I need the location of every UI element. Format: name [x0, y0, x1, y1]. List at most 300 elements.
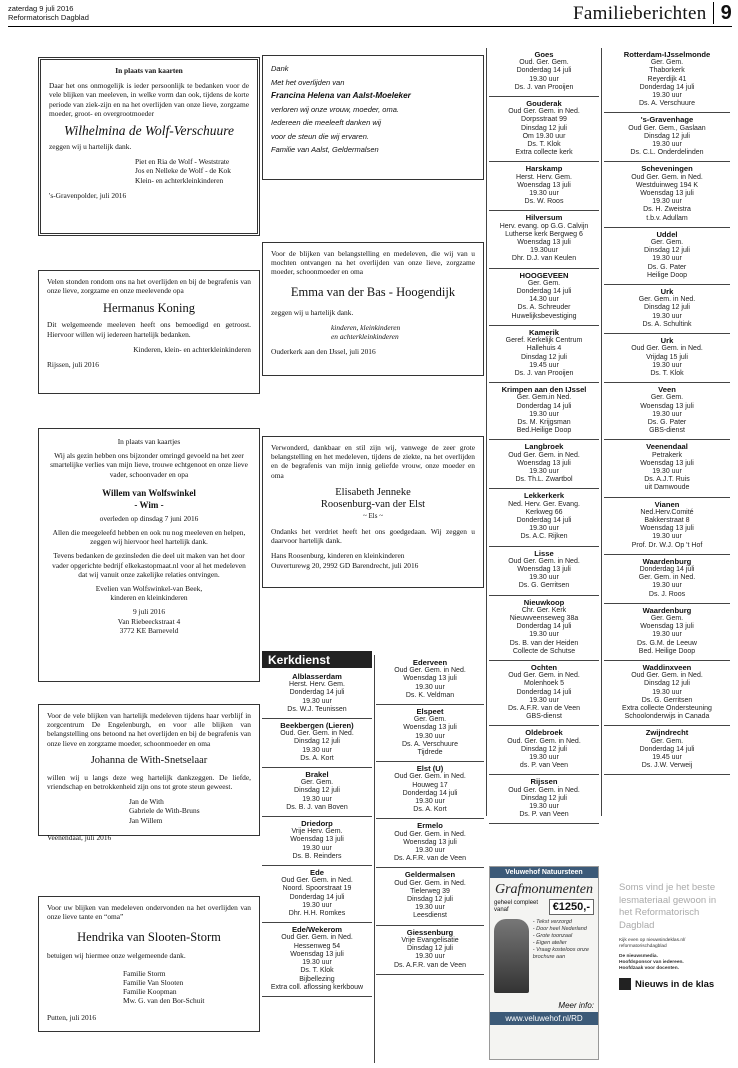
- service-detail: Ds. B. van der Heiden: [509, 639, 579, 647]
- service-detail: Ds. A.J.T. Ruis: [644, 476, 690, 484]
- church-location: Langbroek: [524, 442, 564, 452]
- church-service-entry: [262, 923, 372, 997]
- promo-small: Hoofdsponsor van iedereen.: [619, 960, 684, 965]
- ad-body: Voor de vele blijken van hartelijk medeleven tijdens haar verblijf in zorgcentrum De Engelenburgh, en voor alle blijken van belangstelling ons betoond na het overlijden en bij de begrafenis van onze lieve en zorgzame moeder, schoonmoeder en oma: [47, 711, 251, 748]
- church-location: Urk: [660, 287, 674, 297]
- service-detail: 19.30 uur: [652, 198, 682, 206]
- church-service-entry: [489, 547, 599, 596]
- service-detail: Oud Ger. Gem. in Ned.: [508, 451, 580, 459]
- church-location: Ochten: [530, 663, 558, 672]
- church-service-entry: [489, 661, 599, 726]
- service-detail: Ger. Gem.: [650, 394, 684, 402]
- advert-url[interactable]: www.veluwehof.nl/RD: [490, 1012, 598, 1025]
- ad-body2: Ondanks het verdriet heeft het ons goedgedaan. Wij zeggen u daarvoor hartelijk dank.: [271, 527, 475, 546]
- ad-line: Iedereen die meeleeft danken wij: [271, 118, 382, 127]
- header-date-block: [8, 4, 89, 22]
- paper-name: Reformatorisch Dagblad: [8, 13, 89, 22]
- advert-more: Meer info:: [558, 1001, 594, 1010]
- service-detail: 19.30 uur: [415, 683, 445, 691]
- service-detail: Bed.Heilige Doop: [516, 427, 572, 435]
- service-detail: Ds. G. Pater: [647, 418, 687, 426]
- church-location: Ede/Wekerom: [291, 925, 343, 935]
- nieuws-in-de-klas-promo[interactable]: [619, 882, 731, 1060]
- service-detail: Bakkerstraat 8: [644, 516, 690, 524]
- service-detail: Dinsdag 12 juli: [407, 896, 453, 904]
- service-detail: 19.45 uur: [652, 754, 682, 762]
- service-detail: Oud Ger. Gem. in Ned.: [394, 830, 466, 838]
- service-detail: 19.30 uur: [529, 803, 559, 811]
- service-detail: 19.30 uur: [529, 696, 559, 704]
- church-service-entry: [262, 670, 372, 719]
- service-detail: Ds. A. Schreuder: [517, 304, 571, 312]
- ad-place: Veenendaal, juli 2016: [47, 832, 112, 842]
- church-service-entry: [604, 440, 730, 497]
- ad-place: 's-Gravenpolder, juli 2016: [49, 190, 127, 200]
- header-rule: [8, 26, 732, 27]
- deceased-name: Emma van der Bas - Hoogendijk: [290, 284, 456, 299]
- service-detail: Dinsdag 12 juli: [521, 745, 567, 753]
- church-service-entry: [489, 440, 599, 489]
- service-detail: Oud Ger. Gem. in Ned.: [281, 934, 353, 942]
- ad-storm: [38, 896, 260, 1032]
- service-detail: Donderdag 14 juli: [516, 402, 572, 410]
- service-detail: Ds. W.J. Teunissen: [287, 705, 347, 713]
- church-location: Kamerik: [529, 327, 559, 337]
- service-detail: Ds. K. Veldman: [405, 691, 455, 699]
- service-detail: Ds. J. van Prooijen: [514, 369, 574, 377]
- church-location: Hilversum: [525, 213, 563, 223]
- service-detail: Oud Ger. Gem. in Ned.: [631, 173, 703, 181]
- church-location: Harskamp: [525, 164, 563, 174]
- ad-body: Verwonderd, dankbaar en stil zijn wij, vanwege de zeer grote belangstelling en het medeleven, tijdens de ziekte, na het overlijden en de begrafenis van mijn innig geliefde vrouw, onze moeder en oma: [271, 443, 475, 480]
- service-detail: Kerkweg 66: [525, 508, 563, 516]
- service-detail: Ned. Herv. Ger. Evang.: [508, 500, 580, 508]
- service-detail: Prof. Dr. W.J. Op 't Hof: [631, 541, 703, 549]
- service-detail: Ds. B. J. van Boven: [286, 803, 348, 811]
- service-detail: Chr. Ger. Kerk: [521, 606, 567, 614]
- service-detail: 19.30 uur: [529, 754, 559, 762]
- ad-body: Daar het ons onmogelijk is ieder persoonlijk te bedanken voor de vele blijken van meeleven, in welke vorm dan ook, tijdens de korte periode van ziek-zijn en na het overlijden van onze lieve, zorgzame moeder, groot- en overgrootmoeder: [49, 81, 249, 118]
- ad-body: Velen stonden rondom ons na het overlijden en bij de begrafenis van onze lieve, zorgzame en onze meelevende opa: [47, 277, 251, 296]
- advert-bullets: [529, 919, 598, 993]
- service-detail: Ds. A.C. Rijken: [520, 533, 568, 541]
- service-detail: Donderdag 14 juli: [402, 789, 458, 797]
- service-detail: Bijbellezing: [299, 975, 335, 983]
- ad-aalst: [262, 55, 484, 180]
- ad-body: Voor de blijken van belangstelling en medeleven, die wij van u mochten ontvangen na het overlijden van onze lieve, zorgzame moeder, schoonmoeder en oma: [271, 249, 475, 277]
- service-detail: Dhr. H.H. Romkes: [288, 910, 346, 918]
- church-location: Driedorp: [301, 819, 333, 829]
- service-detail: Donderdag 14 juli: [639, 565, 695, 573]
- service-detail: Dinsdag 12 juli: [644, 304, 690, 312]
- service-detail: Dinsdag 12 juli: [644, 247, 690, 255]
- service-detail: 19.30 uur: [652, 582, 682, 590]
- service-detail: Ds. C.L. Onderdelinden: [630, 149, 704, 157]
- service-detail: Donderdag 14 juli: [289, 689, 345, 697]
- signature-line: Familie Storm: [123, 968, 166, 978]
- service-detail: Ned.Herv.Comité: [640, 508, 694, 516]
- deceased-name: Hermanus Koning: [103, 301, 195, 316]
- service-detail: Thaborkerk: [649, 67, 685, 75]
- service-detail: Herst. Herv. Gem.: [289, 681, 345, 689]
- advert-bullet: - Door heel Nederland: [532, 926, 587, 932]
- church-service-entry: [262, 817, 372, 866]
- service-detail: Ds. J. van Prooijen: [514, 83, 574, 91]
- service-detail: Woensdag 13 juli: [403, 838, 457, 846]
- deceased-nickname: ~ Els ~: [362, 511, 384, 520]
- ad-thanks: betuigen wij hiermee onze welgemeende dank.: [47, 951, 186, 961]
- service-detail: Donderdag 14 juli: [516, 623, 572, 631]
- advert-sub: geheel compleet: [494, 900, 539, 906]
- service-detail: 19.30 uur: [415, 953, 445, 961]
- service-detail: Dinsdag 12 juli: [294, 738, 340, 746]
- ad-line: Familie van Aalst, Geldermalsen: [271, 145, 379, 154]
- service-detail: Hessenweg 54: [293, 942, 341, 950]
- service-detail: Woensdag 13 juli: [640, 525, 694, 533]
- service-detail: 19.30 uur: [652, 141, 682, 149]
- service-detail: Ds. A. Kort: [413, 806, 447, 814]
- signature-line: Familie Van Slooten: [123, 977, 184, 987]
- service-detail: 19.30 uur: [652, 255, 682, 263]
- service-detail: Ds. T. Klok: [527, 141, 561, 149]
- church-location: Waardenburg: [642, 605, 692, 615]
- church-location: Veenendaal: [646, 442, 688, 452]
- service-detail: t.b.v. Adullam: [646, 214, 688, 222]
- church-location: Urk: [660, 336, 674, 346]
- service-detail: 19.30 uur: [652, 631, 682, 639]
- service-detail: Ds. A.F.R. van de Veen: [508, 705, 580, 713]
- service-detail: 19.45 uur: [529, 361, 559, 369]
- service-detail: Woensdag 13 juli: [517, 565, 571, 573]
- service-detail: Reyerdijk 41: [647, 75, 687, 83]
- church-location: Beekbergen (Lieren): [280, 721, 354, 731]
- service-detail: Donderdag 14 juli: [639, 83, 695, 91]
- church-service-entry: [604, 661, 730, 726]
- signature-line: Hans Roosenburg, kinderen en kleinkinderen: [271, 551, 405, 561]
- service-detail: Oud Ger. Gem. in Ned.: [631, 672, 703, 680]
- service-detail: Oud Ger. Gem. in Ned.: [394, 773, 466, 781]
- service-detail: Oud. Ger. Gem. in Ned.: [507, 737, 581, 745]
- service-detail: Dorpsstraat 99: [521, 116, 567, 124]
- service-detail: 14.30 uur: [529, 296, 559, 304]
- church-service-entry: [604, 555, 730, 604]
- service-detail: 19.30 uur: [302, 795, 332, 803]
- church-service-entry: [489, 383, 599, 440]
- service-detail: Ds. A.F.R. van de Veen: [394, 961, 466, 969]
- service-detail: Woensdag 13 juli: [517, 239, 571, 247]
- ad-koning: [38, 270, 260, 394]
- signature-line: Kinderen, klein- en achterkleinkinderen: [133, 344, 251, 354]
- church-location: Geldermalsen: [404, 870, 456, 880]
- service-detail: Tijdrede: [417, 749, 443, 757]
- service-detail: Schoolonderwijs in Canada: [624, 713, 710, 721]
- church-service-entry: [262, 866, 372, 923]
- church-service-entry: [489, 489, 599, 546]
- service-detail: Oud Ger. Gem. in Ned.: [508, 557, 580, 565]
- address-line: Ouverturewg 20, 2992 GD Barendrecht, juli 2016: [271, 560, 419, 570]
- service-detail: Ds. A. Schultink: [642, 320, 692, 328]
- church-service-entry: [604, 162, 730, 227]
- church-location: Goes: [534, 50, 554, 59]
- service-detail: Ds. T. Klok: [300, 967, 334, 975]
- ad-thanks: zeggen wij u hartelijk dank.: [49, 142, 132, 152]
- church-location: Alblasserdam: [292, 672, 342, 681]
- deceased-name: Willem van Wolfswinkel: [102, 487, 196, 498]
- service-detail: Noord. Spoorstraat 19: [282, 885, 352, 893]
- service-detail: Dhr. D.J. van Keulen: [511, 255, 577, 263]
- church-service-entry: [604, 726, 730, 775]
- signature-line: Jan de With: [129, 797, 164, 807]
- service-detail: Donderdag 14 juli: [516, 688, 572, 696]
- service-detail: 19.30 uur: [652, 92, 682, 100]
- service-detail: Oud. Ger. Gem. in Ned.: [280, 730, 354, 738]
- ad-jenneke: [262, 436, 484, 588]
- service-detail: Petrakerk: [652, 451, 682, 459]
- service-detail: Dinsdag 12 juli: [407, 945, 453, 953]
- service-detail: Oud Ger. Gem. in Ned.: [281, 877, 353, 885]
- service-detail: Vrijdag 15 juli: [646, 353, 688, 361]
- service-detail: Geref. Kerkelijk Centrum: [505, 337, 583, 345]
- column-divider: [601, 48, 602, 816]
- service-detail: Ds. A. Kort: [300, 754, 334, 762]
- service-detail: 19.30 uur: [529, 467, 559, 475]
- promo-small: De nieuwsmedia.: [619, 954, 658, 959]
- signature-line: kinderen en kleinkinderen: [110, 593, 188, 603]
- ad-body2: Dit welgemeende meeleven heeft ons bemoedigd en getroost. Hiervoor willen wij iedereen hartelijk bedanken.: [47, 320, 251, 339]
- advert-price: €1250,-: [549, 899, 594, 915]
- service-detail: Ds. G.M. de Leeuw: [637, 639, 697, 647]
- church-location: Elspeet: [416, 707, 444, 717]
- kerkdienst-column-c: [489, 48, 599, 824]
- service-detail: Ds. G. Pater: [647, 263, 687, 271]
- ad-body3: Tevens bedanken de gezinsleden die deel uit maken van het door vader opgerichte bedrijf elkekastopmaat.nl voor al het medeleven dat wij vanuit onze zakelijke relaties ontvingen.: [52, 551, 246, 579]
- ad-body: Wij als gezin hebben ons bijzonder omringd gevoeld na het zeer smartelijke verlies van mijn lieve, trouwe echtgenoot en onze lieve vader, schoonvader en opa: [50, 451, 248, 479]
- church-location: Zwijndrecht: [645, 728, 689, 738]
- church-location: Oldebroek: [525, 728, 563, 738]
- service-detail: Ger. Gem.in Ned.: [516, 394, 572, 402]
- service-detail: Ds. A. Verschuure: [638, 100, 696, 108]
- service-detail: Ger. Gem.: [650, 59, 684, 67]
- service-detail: Ds. B. Reinders: [292, 852, 342, 860]
- service-detail: uit Damwoude: [644, 484, 690, 492]
- kerkdienst-column-d: [604, 48, 730, 775]
- service-detail: Heilige Doop: [646, 271, 688, 279]
- church-location: Brakel: [305, 770, 329, 780]
- service-detail: 19.30 uur: [415, 798, 445, 806]
- service-detail: 19.30 uur: [302, 746, 332, 754]
- church-location: Lekkerkerk: [523, 491, 565, 501]
- service-detail: 19.30 uur: [415, 904, 445, 912]
- church-location: Rijssen: [530, 777, 558, 787]
- service-detail: Donderdag 14 juli: [289, 893, 345, 901]
- church-location: Vianen: [654, 499, 680, 509]
- service-detail: Dinsdag 12 juli: [521, 353, 567, 361]
- kerkdienst-column-a: [262, 670, 372, 997]
- service-detail: 19.30 uur: [529, 410, 559, 418]
- service-detail: Donderdag 14 juli: [516, 516, 572, 524]
- signature-line: kinderen, kleinkinderen: [331, 322, 401, 332]
- service-detail: Woensdag 13 juli: [517, 181, 571, 189]
- service-detail: Ds. J.W. Verweij: [641, 762, 693, 770]
- service-detail: Oud Ger. Gem. in Ned.: [508, 108, 580, 116]
- service-detail: 19.30 uur: [529, 75, 559, 83]
- ad-line: Dank: [271, 64, 289, 73]
- service-detail: Vrije Herv. Gem.: [291, 828, 343, 836]
- church-service-entry: [604, 383, 730, 440]
- service-detail: ds. P. van Veen: [519, 762, 569, 770]
- service-detail: Donderdag 14 juli: [516, 288, 572, 296]
- promo-brand: Nieuws in de klas: [635, 978, 715, 990]
- service-detail: Oud. Ger. Gem.: [519, 59, 569, 67]
- kerkdienst-column-b: [376, 656, 484, 975]
- deceased-name: Hendrika van Slooten-Storm: [77, 930, 221, 945]
- service-detail: Hallehuis 4: [526, 345, 562, 353]
- church-service-entry: [489, 97, 599, 162]
- service-detail: Lutherse kerk Bergweg 6: [505, 230, 583, 238]
- church-location: Veen: [658, 385, 676, 395]
- ad-body: Voor uw blijken van medeleven ondervonden na het overlijden van onze lieve tante en “oma”: [47, 903, 251, 922]
- service-detail: 19.30 uur: [302, 697, 332, 705]
- service-detail: 19.30 uur: [652, 533, 682, 541]
- church-location: Nieuwkoop: [523, 597, 565, 607]
- service-detail: Oud Ger. Gem. in Ned.: [508, 672, 580, 680]
- church-location: Uddel: [656, 229, 678, 239]
- ad-line: voor de steun die wij ervaren.: [271, 131, 369, 141]
- church-service-entry: [376, 926, 484, 975]
- section-title: Familieberichten: [573, 3, 707, 24]
- veluwehof-advert[interactable]: [489, 866, 599, 1060]
- service-detail: Ger. Gem.: [413, 716, 447, 724]
- church-service-entry: [262, 768, 372, 817]
- church-location: Ederveen: [412, 658, 448, 667]
- advert-bullet: - Grote toonzaal: [532, 933, 573, 939]
- church-location: Scheveningen: [641, 164, 693, 174]
- service-detail: Nieuwveenseweg 38a: [509, 614, 579, 622]
- advert-brand: Veluwehof Natuursteen: [490, 867, 598, 878]
- service-detail: Ger. Gem.: [300, 779, 334, 787]
- service-detail: Woensdag 13 juli: [640, 190, 694, 198]
- ad-place: Putten, juli 2016: [47, 1013, 97, 1023]
- address-line: Van Riebeeckstraat 4: [117, 616, 181, 626]
- issue-date: zaterdag 9 juli 2016: [8, 4, 74, 13]
- signature-line: Familie Koopman: [123, 987, 177, 997]
- service-detail: Ger. Gem. in Ned.: [638, 574, 696, 582]
- church-service-entry: [489, 596, 599, 661]
- church-service-entry: [489, 775, 599, 824]
- service-detail: Ger. Gem.: [650, 614, 684, 622]
- service-detail: Oud Ger. Gem. in Ned.: [631, 345, 703, 353]
- service-detail: Ds. Th.L. Zwartbol: [515, 476, 573, 484]
- service-detail: Dinsdag 12 juli: [644, 680, 690, 688]
- service-detail: Molenhoek 5: [523, 680, 565, 688]
- church-location: Giessenburg: [406, 927, 454, 937]
- service-detail: Woensdag 13 juli: [640, 623, 694, 631]
- service-detail: Woensdag 13 juli: [403, 724, 457, 732]
- service-detail: Ds. T. Klok: [650, 369, 684, 377]
- service-detail: 19.30 uur: [529, 574, 559, 582]
- service-detail: Woensdag 13 juli: [640, 402, 694, 410]
- section-title-block: [470, 2, 732, 28]
- service-detail: 19.30 uur: [529, 525, 559, 533]
- church-location: Gouderak: [526, 99, 562, 109]
- service-detail: Oud Ger. Gem. in Ned.: [394, 667, 466, 675]
- ad-title: In plaats van kaarten: [115, 66, 183, 75]
- service-detail: Ds. A. Verschuure: [401, 740, 459, 748]
- signature-line: Jan Willem: [129, 815, 163, 825]
- service-detail: Extra collecte Ondersteuning: [622, 705, 712, 713]
- church-location: Elst (U): [416, 764, 444, 774]
- service-detail: Tielerweg 39: [410, 887, 450, 895]
- promo-small: reformatorischdagblad: [619, 944, 667, 949]
- service-detail: Ger. Gem.: [527, 279, 561, 287]
- signature-line: Gabriele de With-Bruns: [129, 806, 200, 816]
- service-detail: Oud Ger. Gem. in Ned.: [508, 786, 580, 794]
- service-detail: 19.30 uur: [652, 312, 682, 320]
- service-detail: Dinsdag 12 juli: [521, 124, 567, 132]
- church-location: HOOGEVEEN: [519, 270, 569, 280]
- service-detail: 19.30uur: [530, 247, 558, 255]
- page-number: 9: [713, 2, 732, 24]
- church-location: Krimpen aan den IJssel: [501, 385, 587, 395]
- service-detail: 19.30 uur: [415, 732, 445, 740]
- church-location: Ermelo: [417, 821, 443, 831]
- service-detail: Ds. H. Zweistra: [643, 206, 691, 214]
- service-detail: 19.30 uur: [652, 688, 682, 696]
- service-detail: Ds. P. van Veen: [519, 811, 569, 819]
- signature-line: Jos en Nelleke de Wolf - de Kok: [135, 166, 231, 176]
- deceased-name-line2: Roosenburg-van der Elst: [320, 499, 426, 511]
- column-divider: [374, 655, 375, 1063]
- signature-line: Klein- en achterkleinkinderen: [135, 175, 224, 185]
- service-detail: Extra collecte kerk: [515, 149, 573, 157]
- signature-line: en achterkleinkinderen: [331, 332, 399, 342]
- ad-with: [38, 704, 260, 842]
- gravestone-image: [494, 919, 529, 993]
- service-detail: Huwelijksbevestiging: [511, 312, 577, 320]
- church-service-entry: [262, 719, 372, 768]
- service-detail: Donderdag 14 juli: [516, 67, 572, 75]
- church-location: 's-Gravenhage: [640, 115, 694, 125]
- service-detail: Ger. Gem.: [650, 239, 684, 247]
- service-detail: Dinsdag 12 juli: [644, 132, 690, 140]
- service-detail: GBS-dienst: [649, 427, 685, 435]
- signature-line: Piet en Ria de Wolf - Weststrate: [135, 157, 230, 167]
- ad-line: verloren wij onze vrouw, moeder, oma.: [271, 104, 399, 114]
- service-detail: Ds. J. Roos: [648, 590, 686, 598]
- service-detail: 19.30 uur: [302, 959, 332, 967]
- service-detail: 19.30 uur: [652, 410, 682, 418]
- deceased-name: Wilhelmina de Wolf-Verschuure: [64, 123, 234, 139]
- signature-line: Evelien van Wolfswinkel-van Beek,: [95, 584, 203, 594]
- ad-place: Rijssen, juli 2016: [47, 360, 99, 370]
- advert-bullet: - Tekst verzorgd: [532, 919, 572, 925]
- church-location: Ede: [310, 868, 324, 878]
- signature-line: Mw. G. van den Bor-Schuit: [123, 996, 205, 1006]
- nieuws-logo-icon: [619, 978, 631, 990]
- church-service-entry: [489, 48, 599, 97]
- service-detail: 19.30 uur: [529, 190, 559, 198]
- service-detail: Ds. G. Gerritsen: [641, 696, 693, 704]
- service-detail: 19.30 uur: [302, 901, 332, 909]
- service-detail: 19.30 uur: [652, 467, 682, 475]
- service-detail: Woensdag 13 juli: [517, 459, 571, 467]
- service-detail: Bed. Heilige Doop: [638, 647, 696, 655]
- church-service-entry: [376, 819, 484, 868]
- service-detail: 19.30 uur: [652, 361, 682, 369]
- service-detail: Extra coll. aflossing kerkbouw: [270, 983, 364, 991]
- service-detail: Donderdag 14 juli: [639, 745, 695, 753]
- ad-bas: [262, 242, 484, 376]
